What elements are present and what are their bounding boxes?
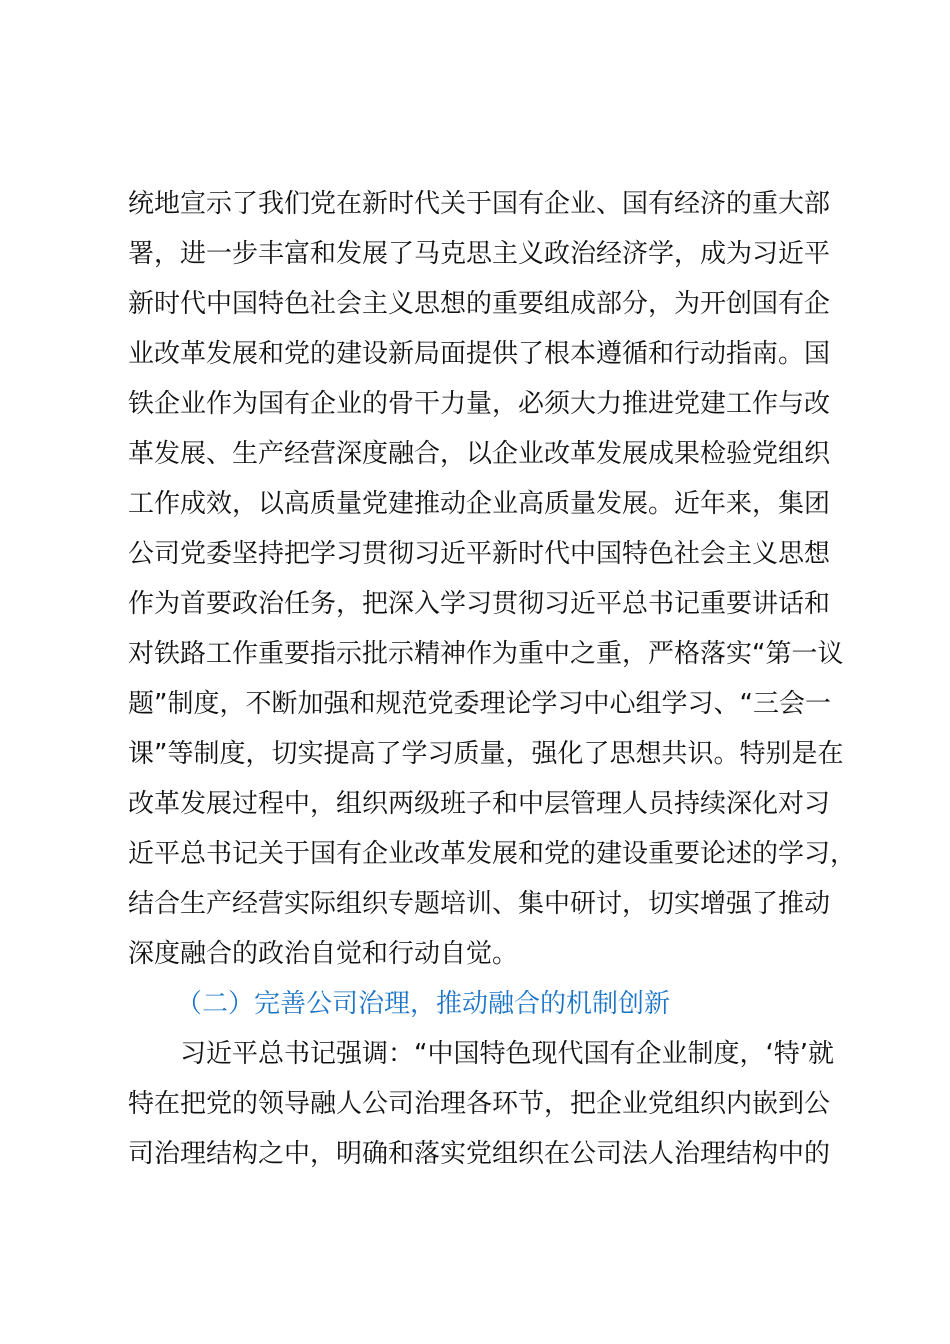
paragraph-line: 深度融合的政治自觉和行动自觉。 (128, 939, 519, 969)
paragraph-line: 习近平总书记强调：“中国特色现代国有企业制度，‘特’就 (180, 1039, 834, 1069)
paragraph-line: 统地宣示了我们党在新时代关于国有企业、国有经济的重大部 (128, 189, 831, 219)
paragraph-line: 改革发展过程中，组织两级班子和中层管理人员持续深化对习 (128, 789, 831, 819)
paragraph-line: 工作成效，以高质量党建推动企业高质量发展。近年来，集团 (128, 489, 831, 519)
paragraph-line: 新时代中国特色社会主义思想的重要组成部分，为开创国有企 (128, 289, 831, 319)
section-heading: （二）完善公司治理，推动融合的机制创新 (176, 989, 671, 1019)
paragraph-line: 革发展、生产经营深度融合，以企业改革发展成果检验党组织 (128, 439, 831, 469)
paragraph-line: 课”等制度，切实提高了学习质量，强化了思想共识。特别是在 (128, 739, 844, 769)
paragraph-line: 司治理结构之中，明确和落实党组织在公司法人治理结构中的 (128, 1139, 831, 1169)
paragraph-line: 结合生产经营实际组织专题培训、集中研讨，切实增强了推动 (128, 889, 831, 919)
paragraph-line: 对铁路工作重要指示批示精神作为重中之重，严格落实“第一议 (128, 639, 844, 669)
paragraph-line: 署，进一步丰富和发展了马克思主义政治经济学，成为习近平 (128, 239, 831, 269)
paragraph-line: 铁企业作为国有企业的骨干力量，必须大力推进党建工作与改 (128, 389, 831, 419)
paragraph-line: 作为首要政治任务，把深入学习贯彻习近平总书记重要讲话和 (128, 589, 831, 619)
body-text (128, 0, 857, 1344)
paragraph-line: 公司党委坚持把学习贯彻习近平新时代中国特色社会主义思想 (128, 539, 831, 569)
paragraph-line: 特在把党的领导融人公司治理各环节，把企业党组织内嵌到公 (128, 1089, 831, 1119)
paragraph-line: 题”制度，不断加强和规范党委理论学习中心组学习、“三会一 (128, 689, 831, 719)
paragraph-line: 近平总书记关于国有企业改革发展和党的建设重要论述的学习， (128, 839, 857, 869)
paragraph-line: 业改革发展和党的建设新局面提供了根本遵循和行动指南。国 (128, 339, 831, 369)
